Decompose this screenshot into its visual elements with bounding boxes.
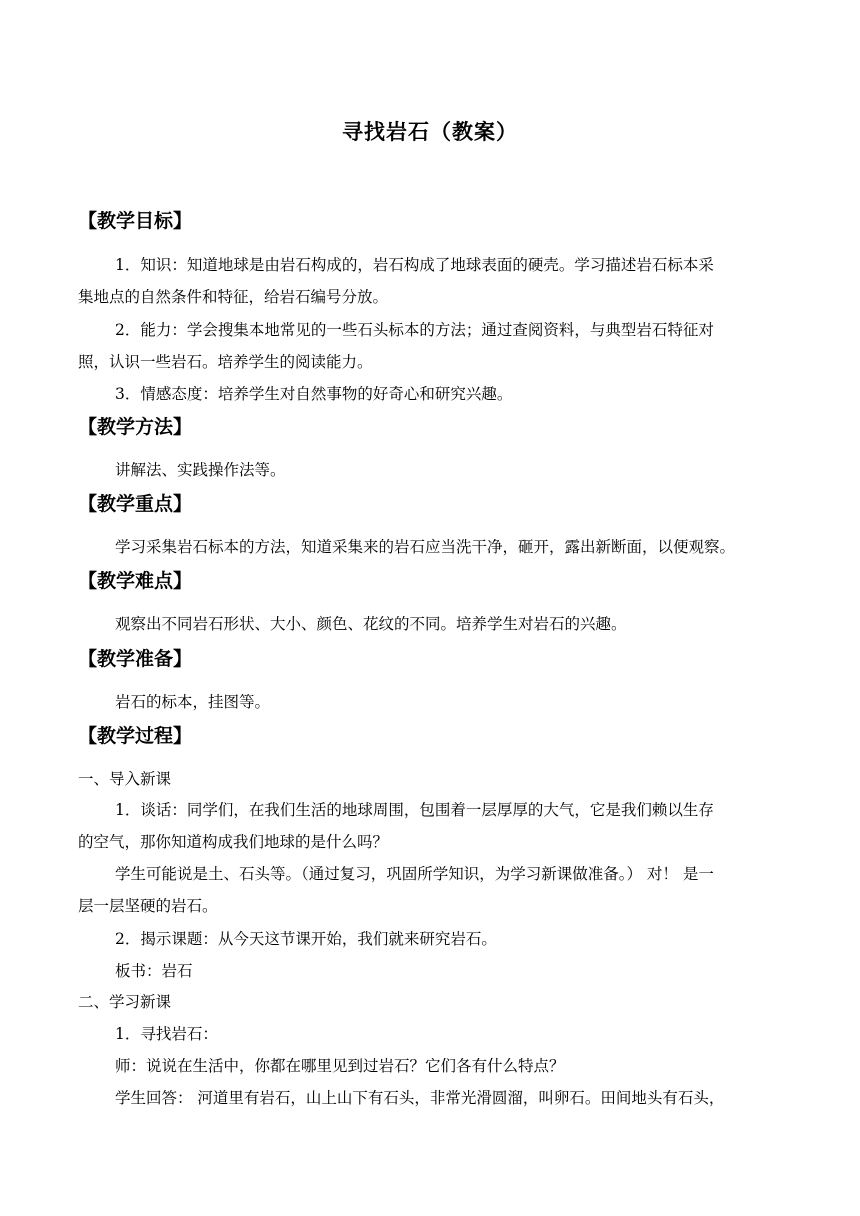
paragraph-line: 师：说说在生活中，你都在哪里见到过岩石？它们各有什么特点？	[115, 1057, 565, 1075]
paragraph-line: 学习采集岩石标本的方法，知道采集来的岩石应当洗干净，砸开，露出新断面，以便观察。	[115, 538, 736, 556]
paragraph-line: 3．情感态度：培养学生对自然事物的好奇心和研究兴趣。	[115, 385, 513, 403]
section-heading-key-points: 【教学重点】	[78, 493, 193, 515]
document-title: 寻找岩石（教案）	[342, 119, 518, 144]
paragraph-line: 2．能力：学会搜集本地常见的一些石头标本的方法；通过查阅资料，与典型岩石特征对	[115, 321, 714, 339]
paragraph-line: 集地点的自然条件和特征，给岩石编号分放。	[78, 288, 389, 306]
paragraph-line: 1．寻找岩石：	[115, 1025, 218, 1043]
paragraph-line: 岩石的标本，挂图等。	[115, 693, 271, 711]
subsection-title: 二、学习新课	[78, 993, 172, 1011]
paragraph-line: 层一层坚硬的岩石。	[78, 897, 218, 915]
section-heading-process: 【教学过程】	[78, 725, 193, 747]
subsection-title: 一、导入新课	[78, 770, 172, 788]
paragraph-line: 的空气，那你知道构成我们地球的是什么吗？	[78, 833, 389, 851]
section-heading-methods: 【教学方法】	[78, 416, 193, 438]
section-heading-preparation: 【教学准备】	[78, 648, 193, 670]
paragraph-line: 学生回答： 河道里有岩石，山上山下有石头，非常光滑圆溜，叫卵石。田间地头有石头，	[115, 1089, 725, 1107]
paragraph-line: 2．揭示课题：从今天这节课开始，我们就来研究岩石。	[115, 930, 497, 948]
paragraph-line: 照，认识一些岩石。培养学生的阅读能力。	[78, 353, 373, 371]
section-heading-difficulties: 【教学难点】	[78, 570, 193, 592]
paragraph-line: 讲解法、实践操作法等。	[115, 461, 286, 479]
paragraph-line: 板书：岩石	[115, 962, 193, 980]
paragraph-line: 学生可能说是土、石头等。（通过复习，巩固所学知识，为学习新课做准备。） 对！ 是一	[115, 865, 714, 883]
paragraph-line: 观察出不同岩石形状、大小、颜色、花纹的不同。培养学生对岩石的兴趣。	[115, 615, 627, 633]
section-heading-goals: 【教学目标】	[78, 210, 193, 232]
paragraph-line: 1．知识：知道地球是由岩石构成的，岩石构成了地球表面的硬壳。学习描述岩石标本采	[115, 256, 714, 274]
paragraph-line: 1．谈话：同学们，在我们生活的地球周围，包围着一层厚厚的大气，它是我们赖以生存	[115, 801, 714, 819]
